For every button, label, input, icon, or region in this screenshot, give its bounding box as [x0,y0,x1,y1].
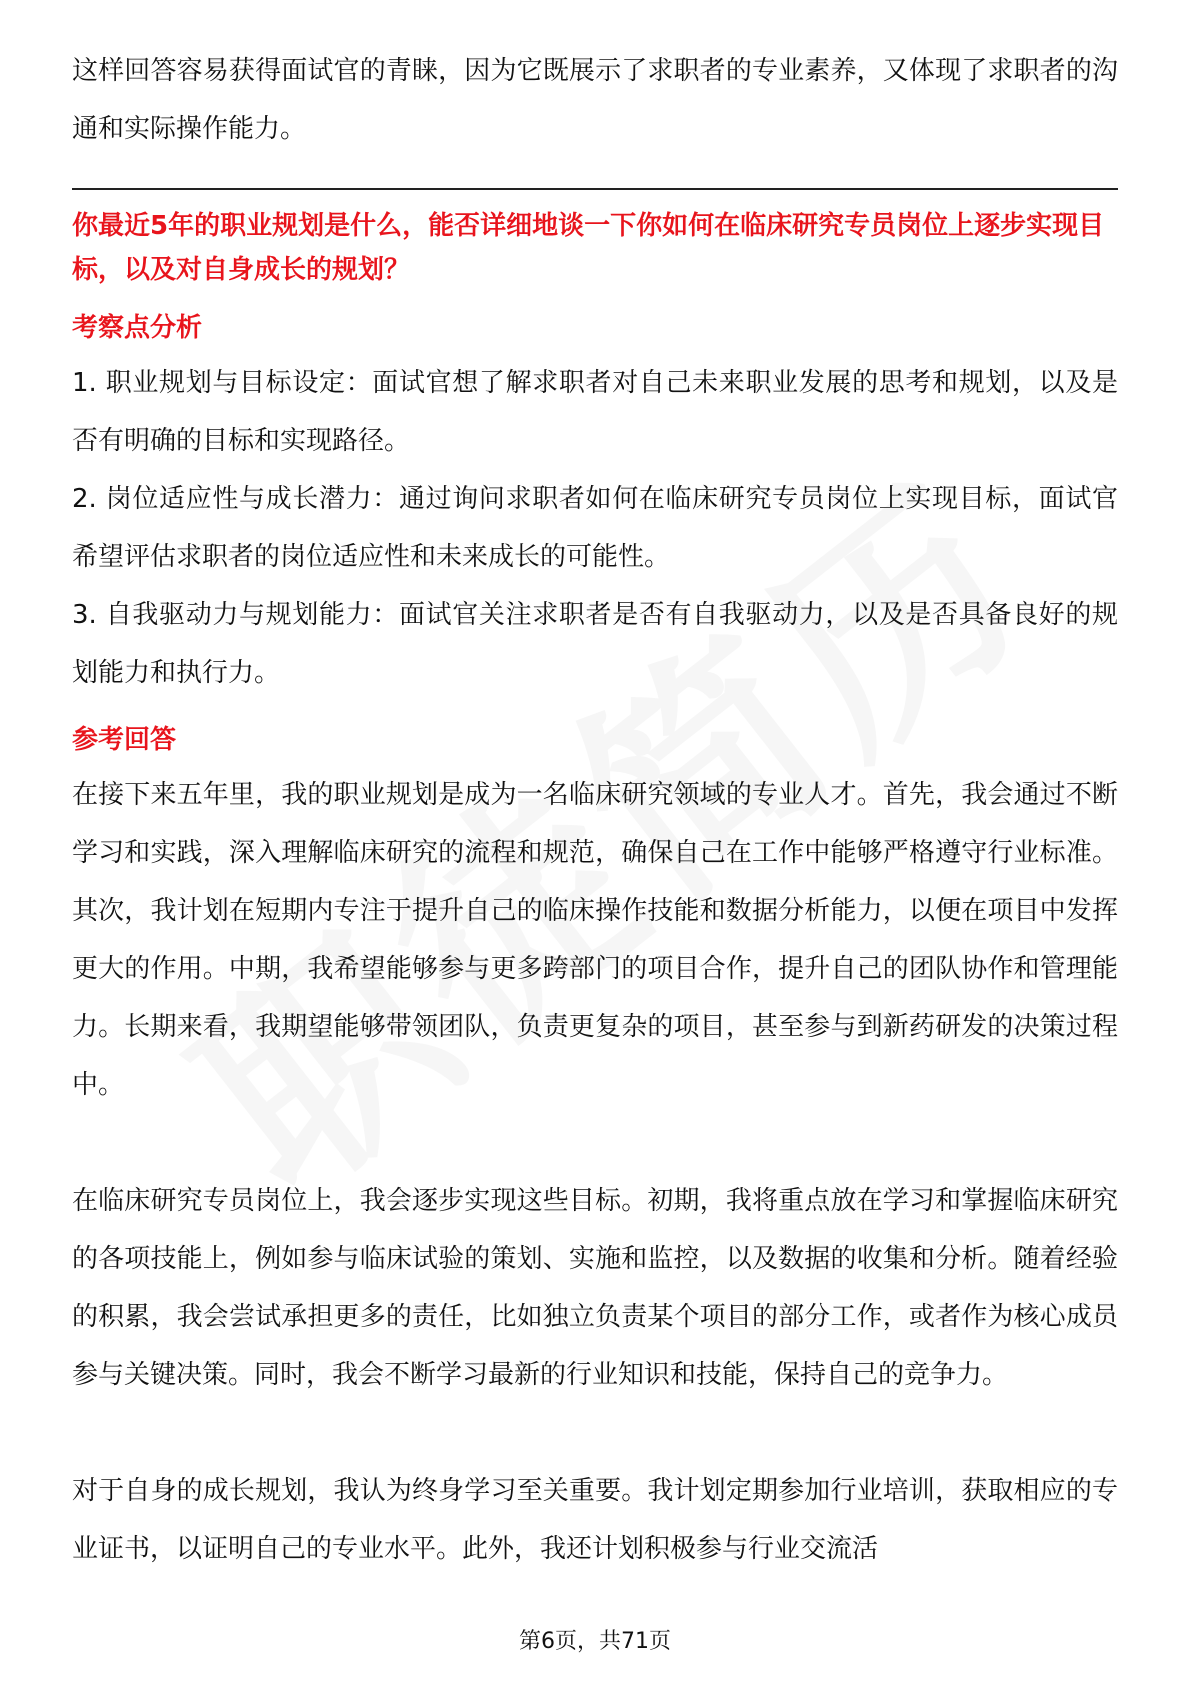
section-divider [72,188,1118,190]
document-page [72,42,1118,1578]
analysis-list [72,354,1118,702]
analysis-item: 3. 自我驱动力与规划能力：面试官关注求职者是否有自我驱动力，以及是否具备良好的规划能力和执行力。 [72,600,1118,688]
answer-heading: 参考回答 [72,725,177,755]
analysis-item: 1. 职业规划与目标设定：面试官想了解求职者对自己未来职业发展的思考和规划，以及是否有明确的目标和实现路径。 [72,368,1118,456]
intro-paragraph: 这样回答容易获得面试官的青睐，因为它既展示了求职者的专业素养，又体现了求职者的沟通和实际操作能力。 [72,56,1118,144]
answer-paragraph: 在临床研究专员岗位上，我会逐步实现这些目标。初期，我将重点放在学习和掌握临床研究的各项技能上，例如参与临床试验的策划、实施和监控，以及数据的收集和分析。随着经验的积累，我会尝试承担更多的责任，比如独立负责某个项目的部分工作，或者作为核心成员参与关键决策。同时，我会不断学习最新的行业知识和技能，保持自己的竞争力。 [72,1186,1118,1390]
answer-paragraph: 对于自身的成长规划，我认为终身学习至关重要。我计划定期参加行业培训，获取相应的专业证书，以证明自己的专业水平。此外，我还计划积极参与行业交流活 [72,1476,1118,1564]
analysis-heading: 考察点分析 [72,313,203,343]
interview-question: 你最近5年的职业规划是什么，能否详细地谈一下你如何在临床研究专员岗位上逐步实现目标，以及对自身成长的规划？ [72,211,1105,285]
paragraph-spacer [72,1114,1118,1172]
analysis-item: 2. 岗位适应性与成长潜力：通过询问求职者如何在临床研究专员岗位上实现目标，面试官希望评估求职者的岗位适应性和未来成长的可能性。 [72,484,1118,572]
answer-paragraph: 在接下来五年里，我的职业规划是成为一名临床研究领域的专业人才。首先，我会通过不断学习和实践，深入理解临床研究的流程和规范，确保自己在工作中能够严格遵守行业标准。其次，我计划在短期内专注于提升自己的临床操作技能和数据分析能力，以便在项目中发挥更大的作用。中期，我希望能够参与更多跨部门的项目合作，提升自己的团队协作和管理能力。长期来看，我期望能够带领团队，负责更复杂的项目，甚至参与到新药研发的决策过程中。 [72,780,1118,1100]
paragraph-spacer [72,1404,1118,1462]
page-number: 第6页，共71页 [519,1629,671,1654]
